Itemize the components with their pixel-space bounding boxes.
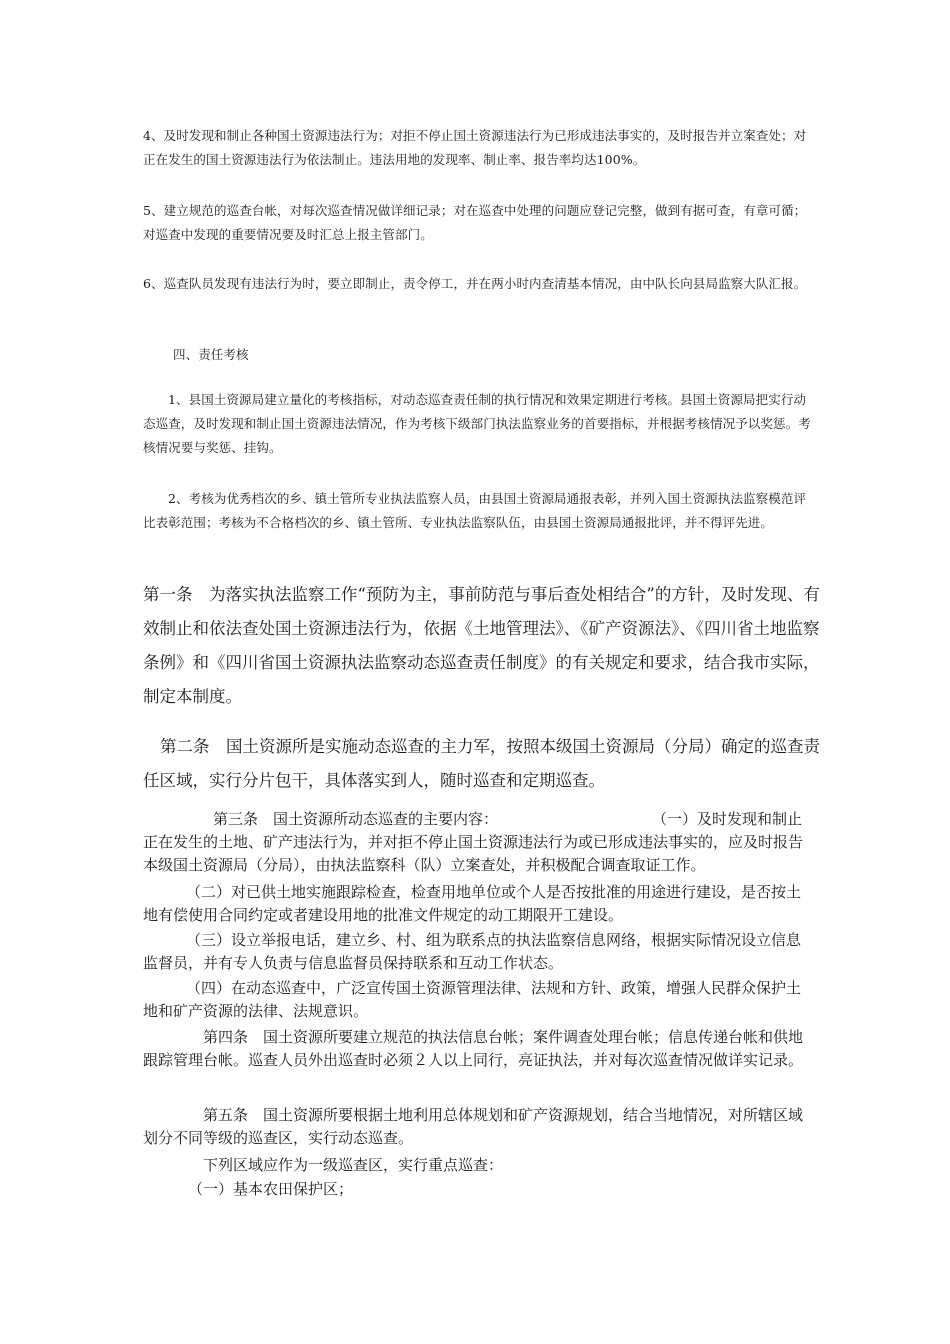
paragraph-item-6: 6、巡查队员发现有违法行为时，要立即制止，责令停工，并在两小时内查清基本情况，由中队长向县局监察大队汇报。 <box>143 276 807 291</box>
article-3-item-3: （三）设立举报电话，建立乡、村、组为联系点的执法监察信息网络，根据实际情况设立信息监督员，并有专人负责与信息监督员保持联系和互动工作状态。 <box>143 931 802 972</box>
article-3-heading: 第三条 国土资源所动态巡查的主要内容： <box>213 810 499 828</box>
article-5: 第五条 国土资源所要根据土地利用总体规划和矿产资源规划，结合当地情况，对所辖区域划分不同等级的巡查区，实行动态巡查。 <box>143 1106 804 1147</box>
article-3-item-1: （一）及时发现和制止正在发生的土地、矿产违法行为，并对拒不停止国土资源违法行为或已形成违法事实的，应及时报告本级国土资源局（分局），由执法监察科（队）立案查处，并积极配合调查取证工作。 <box>143 810 804 874</box>
article-2: 第二条 国土资源所是实施动态巡查的主力军，按照本级国土资源局（分局）确定的巡查责任区域，实行分片包干，具体落实到人，随时巡查和定期巡查。 <box>143 737 820 790</box>
level-1-item-1: （一）基本农田保护区； <box>188 1180 354 1198</box>
article-1: 第一条 为落实执法监察工作“预防为主，事前防范与事后查处相结合”的方针，及时发现、有效制止和依法查处国土资源违法行为，依据《土地管理法》、《矿产资源法》、《四川省土地监察条例》和《四川省国土资源执法监察动态巡查责任制度》的有关规定和要求，结合我市实际，制定本制度。 <box>143 585 820 706</box>
paragraph-assessment-1: 1、县国土资源局建立量化的考核指标，对动态巡查责任制的执行情况和效果定期进行考核。县国土资源局把实行动态巡查，及时发现和制止国土资源违法情况，作为考核下级部门执法监察业务的首要指标，并根据考核情况予以奖惩。考核情况要与奖惩、挂钩。 <box>143 392 811 455</box>
paragraph-item-4: 4、及时发现和制止各种国土资源违法行为；对拒不停止国土资源违法行为已形成违法事实的，及时报告并立案查处；对正在发生的国土资源违法行为依法制止。违法用地的发现率、制止率、报告率均达100%。 <box>143 128 807 167</box>
level-1-intro: 下列区域应作为一级巡查区，实行重点巡查： <box>203 1156 504 1174</box>
paragraph-item-5: 5、建立规范的巡查台帐，对每次巡查情况做详细记录；对在巡查中处理的问题应登记完整，做到有据可查，有章可循；对巡查中发现的重要情况要及时汇总上报主管部门。 <box>143 203 807 242</box>
article-4: 第四条 国土资源所要建立规范的执法信息台帐；案件调查处理台帐；信息传递台帐和供地跟踪管理台帐。巡查人员外出巡查时必须２人以上同行，亮证执法，并对每次巡查情况做详实记录。 <box>143 1028 804 1069</box>
article-3-item-2: （二）对已供土地实施跟踪检查，检查用地单位或个人是否按批准的用途进行建设，是否按土地有偿使用合同约定或者建设用地的批准文件规定的动工期限开工建设。 <box>143 883 802 924</box>
article-3-item-4: （四）在动态巡查中，广泛宣传国土资源管理法律、法规和方针、政策，增强人民群众保护土地和矿产资源的法律、法规意识。 <box>143 979 802 1020</box>
section-heading-responsibility-assessment: 四、责任考核 <box>173 347 249 362</box>
paragraph-assessment-2: 2、考核为优秀档次的乡、镇土管所专业执法监察人员，由县国土资源局通报表彰，并列入国土资源执法监察模范评比表彰范围；考核为不合格档次的乡、镇土管所、专业执法监察队伍，由县国土资源局通报批评，并不得评先进。 <box>143 491 807 530</box>
